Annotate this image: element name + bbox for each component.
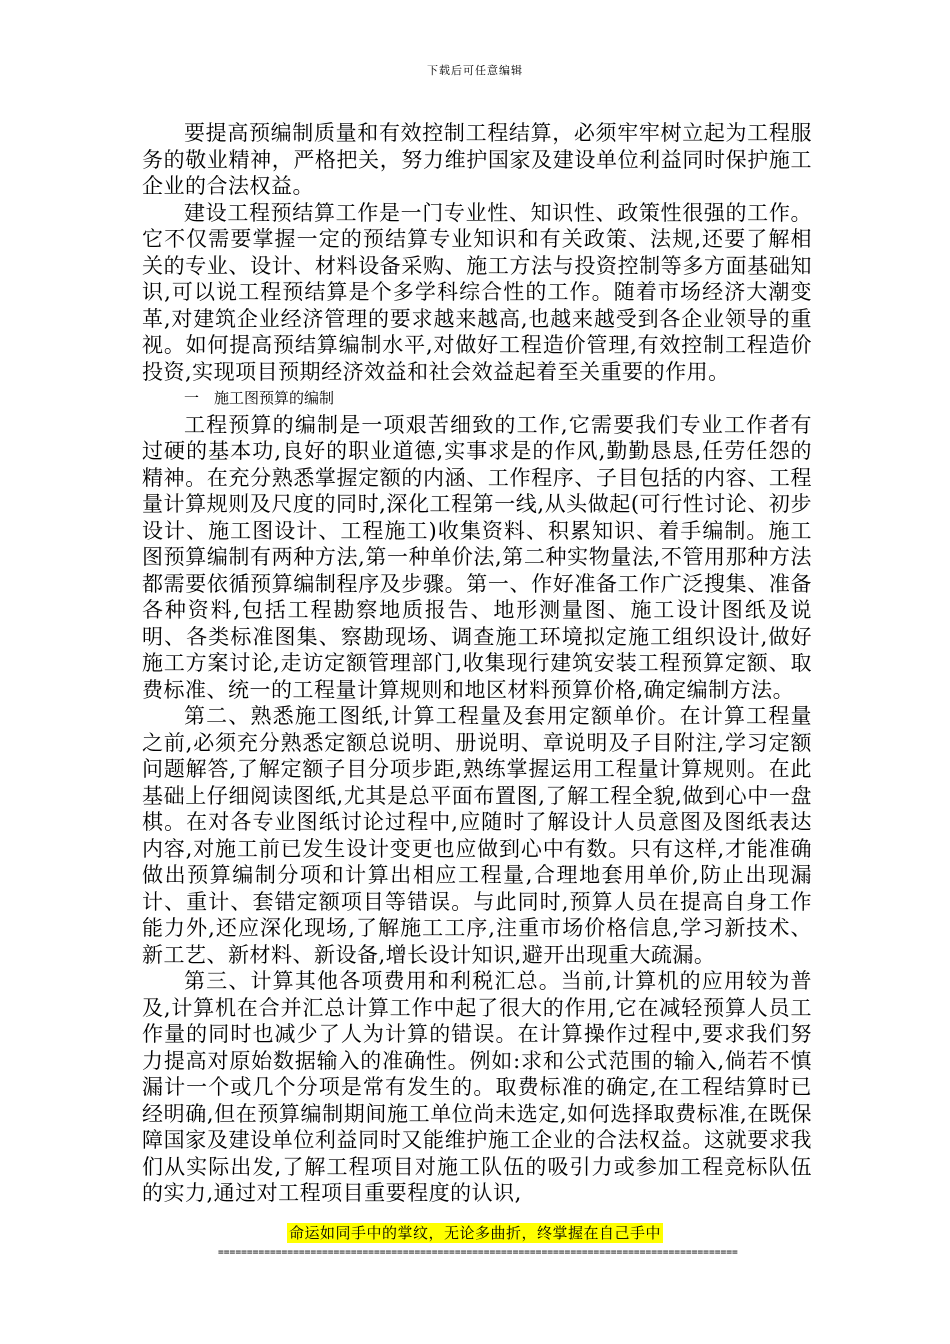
document-body [142, 120, 812, 1207]
page-footer [0, 1223, 950, 1258]
paragraph-intro: 要提高预编制质量和有效控制工程结算，必须牢牢树立起为工程服务的敬业精神，严格把关，努力维护国家及建设单位利益同时保护施工企业的合法权益。 [142, 121, 812, 198]
page-header-note: 下载后可任意编辑 [427, 64, 523, 77]
paragraph-budget-preparation: 工程预算的编制是一项艰苦细致的工作,它需要我们专业工作者有过硬的基本功,良好的职业道德,实事求是的作风,勤勤恳恳,任劳任怨的精神。在充分熟悉掌握定额的内涵、工作程序、子目包括的内容、工程量计算规则及尺度的同时,深化工程第一线,从头做起(可行性讨论、初步设计、施工图设计、工程施工)收集资料、积累知识、着手编制。施工图预算编制有两种方法,第一种单价法,第二种实物量法,不管用那种方法都需要依循预算编制程序及步骤。第一、作好准备工作广泛搜集、准备各种资料,包括工程勘察地质报告、地形测量图、施工设计图纸及说明、各类标准图集、察勘现场、调查施工环境拟定施工组织设计,做好施工方案讨论,走访定额管理部门,收集现行建筑安装工程预算定额、取费标准、统一的工程量计算规则和地区材料预算价格,确定编制方法。 [142, 412, 812, 702]
paragraph-overview: 建设工程预结算工作是一门专业性、知识性、政策性很强的工作。它不仅需要掌握一定的预结算专业知识和有关政策、法规,还要了解相关的专业、设计、材料设备采购、施工方法与投资控制等多方面基础知识,可以说工程预结算是个多学科综合性的工作。随着市场经济大潮变革,对建筑企业经济管理的要求越来越高,也越来越受到各企业领导的重视。如何提高预结算编制水平,对做好工程造价管理,有效控制工程造价投资,实现项目预期经济效益和社会效益起着至关重要的作用。 [142, 200, 812, 384]
section-heading: 一 施工图预算的编制 [184, 389, 335, 407]
footer-rule: ========================================================================================== [218, 1247, 738, 1258]
footer-motto: 命运如同手中的掌纹，无论多曲折，终掌握在自己手中 [288, 1224, 661, 1242]
paragraph-step-two: 第二、熟悉施工图纸,计算工程量及套用定额单价。在计算工程量之前,必须充分熟悉定额总说明、册说明、章说明及子目附注,学习定额问题解答,了解定额子目分项步距,熟练掌握运用工程量计算规则。在此基础上仔细阅读图纸,尤其是总平面布置图,了解工程全貌,做到心中一盘棋。在对各专业图纸讨论过程中,应随时了解设计人员意图及图纸表达内容,对施工前已发生设计变更也应做到心中有数。只有这样,才能准确做出预算编制分项和计算出相应工程量,合理地套用单价,防止出现漏计、重计、套错定额项目等错误。与此同时,预算人员在提高自身工作能力外,还应深化现场,了解施工工序,注重市场价格信息,学习新技术、新工艺、新材料、新设备,增长设计知识,避开出现重大疏漏。 [142, 704, 812, 967]
paragraph-step-three: 第三、计算其他各项费用和利税汇总。当前,计算机的应用较为普及,计算机在合并汇总计算工作中起了很大的作用,它在减轻预算人员工作量的同时也减少了人为计算的错误。在计算操作过程中,要求我们努力提高对原始数据输入的准确性。例如:求和公式范围的输入,倘若不慎漏计一个或几个分项是常有发生的。取费标准的确定,在工程结算时已经明确,但在预算编制期间施工单位尚未选定,如何选择取费标准,在既保障国家及建设单位利益同时又能维护施工企业的合法权益。这就要求我们从实际出发,了解工程项目对施工队伍的吸引力或参加工程竞标队伍的实力,通过对工程项目重要程度的认识, [142, 969, 812, 1205]
